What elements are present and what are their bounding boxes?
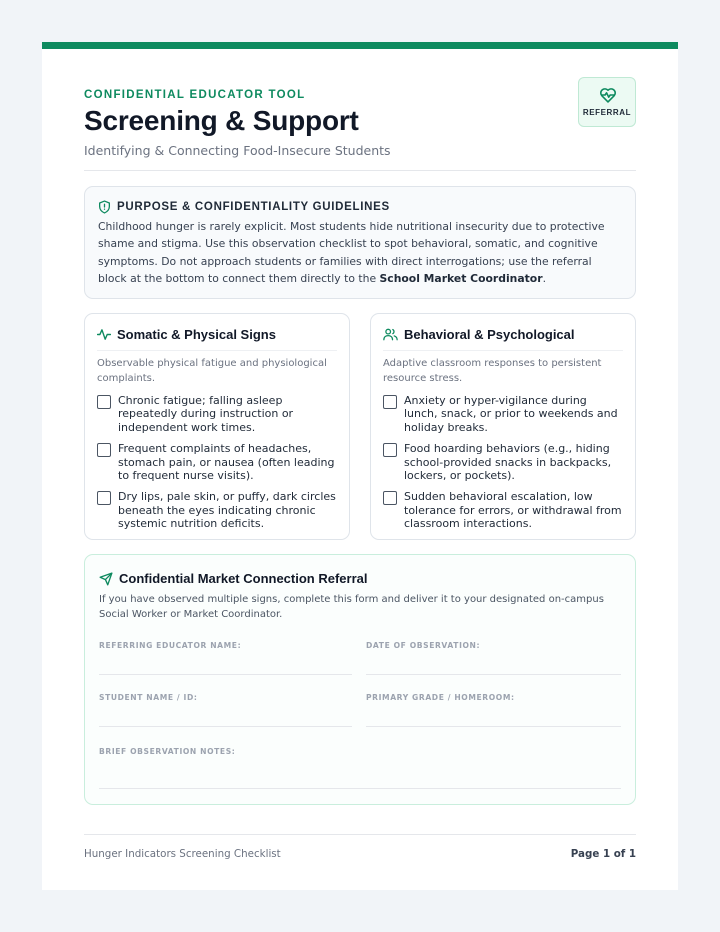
behavioral-signs-card: [370, 313, 636, 540]
field-label: BRIEF OBSERVATION NOTES:: [99, 747, 236, 756]
referral-title: Confidential Market Connection Referral: [119, 571, 368, 586]
field-value[interactable]: [99, 762, 621, 776]
badge-label: REFERRAL: [582, 108, 632, 117]
field-label: STUDENT NAME / ID:: [99, 693, 198, 702]
checklist-item-text: Chronic fatigue; falling asleep repeatedly during instruction or independent work times.: [118, 394, 294, 434]
referral-badge: [578, 77, 636, 127]
coordinator-emphasis: School Market Coordinator: [379, 272, 543, 286]
somatic-title: Somatic & Physical Signs: [117, 326, 276, 342]
field-value[interactable]: [366, 708, 621, 722]
field-label: PRIMARY GRADE / HOMEROOM:: [366, 693, 515, 702]
list-item: [97, 394, 337, 434]
guidelines-panel: [84, 186, 636, 299]
guidelines-body: Childhood hunger is rarely explicit. Most students hide nutritional insecurity due to protective shame and stigma. Use this observation checklist to spot behavioral, somatic, and cognitive symptoms. Do not approach students or families with direct interrogations; use the referral block at the bottom to connect them directly to the School Market Coordinator.: [98, 220, 605, 286]
field-value[interactable]: [99, 708, 352, 722]
referral-form: [84, 554, 636, 805]
list-item: [383, 394, 623, 434]
users-icon: [383, 328, 398, 341]
document-eyebrow: CONFIDENTIAL EDUCATOR TOOL: [84, 89, 306, 101]
document-page: [42, 42, 678, 890]
somatic-signs-card: [84, 313, 350, 540]
page-title: Screening & Support: [84, 105, 359, 136]
checklist-item-text: Anxiety or hyper-vigilance during lunch, snack, or prior to weekends and holiday breaks.: [404, 394, 618, 434]
activity-icon: [97, 328, 111, 341]
shield-alert-icon: [98, 200, 111, 214]
list-item: [97, 490, 337, 530]
behavioral-description: Adaptive classroom responses to persistent resource stress.: [383, 358, 602, 384]
footer-document-name: Hunger Indicators Screening Checklist: [84, 848, 281, 860]
page-subtitle: Identifying & Connecting Food-Insecure Students: [84, 143, 391, 158]
list-item: [97, 442, 337, 482]
somatic-checkbox-1[interactable]: [97, 395, 111, 409]
referral-description: If you have observed multiple signs, complete this form and deliver it to your designated on-campus Social Worker or Market Coordinator.: [99, 594, 604, 620]
field-label: REFERRING EDUCATOR NAME:: [99, 641, 242, 650]
checklist-item-text: Sudden behavioral escalation, low tolerance for errors, or withdrawal from classroom interactions.: [404, 490, 622, 531]
somatic-checkbox-2[interactable]: [97, 443, 111, 457]
checklist-item-text: Food hoarding behaviors (e.g., hiding school-provided snacks in backpacks, lockers, or pockets).: [404, 442, 612, 483]
observation-notes-field[interactable]: [99, 747, 621, 789]
list-item: [383, 490, 623, 530]
behavioral-checkbox-2[interactable]: [383, 443, 397, 457]
checklist-item-text: Frequent complaints of headaches, stomach pain, or nausea (often leading to frequent nurse visits).: [118, 442, 335, 483]
observation-date-field[interactable]: [366, 641, 621, 675]
guidelines-title: PURPOSE & CONFIDENTIALITY GUIDELINES: [117, 201, 390, 213]
footer-divider: [84, 834, 636, 835]
send-icon: [99, 572, 113, 586]
somatic-checkbox-3[interactable]: [97, 491, 111, 505]
grade-homeroom-field[interactable]: [366, 693, 621, 727]
checklist-item-text: Dry lips, pale skin, or puffy, dark circles beneath the eyes indicating chronic systemic nutrition deficits.: [118, 490, 336, 531]
header-divider: [84, 170, 636, 171]
heart-pulse-icon: [599, 87, 617, 103]
behavioral-checkbox-3[interactable]: [383, 491, 397, 505]
list-item: [383, 442, 623, 482]
field-value[interactable]: [366, 656, 621, 670]
behavioral-checkbox-1[interactable]: [383, 395, 397, 409]
student-name-field[interactable]: [99, 693, 352, 727]
field-value[interactable]: [99, 656, 352, 670]
somatic-description: Observable physical fatigue and physiological complaints.: [97, 358, 327, 384]
behavioral-title: Behavioral & Psychological: [404, 326, 575, 342]
field-label: DATE OF OBSERVATION:: [366, 641, 481, 650]
page-number: Page 1 of 1: [570, 848, 636, 860]
educator-name-field[interactable]: [99, 641, 352, 675]
